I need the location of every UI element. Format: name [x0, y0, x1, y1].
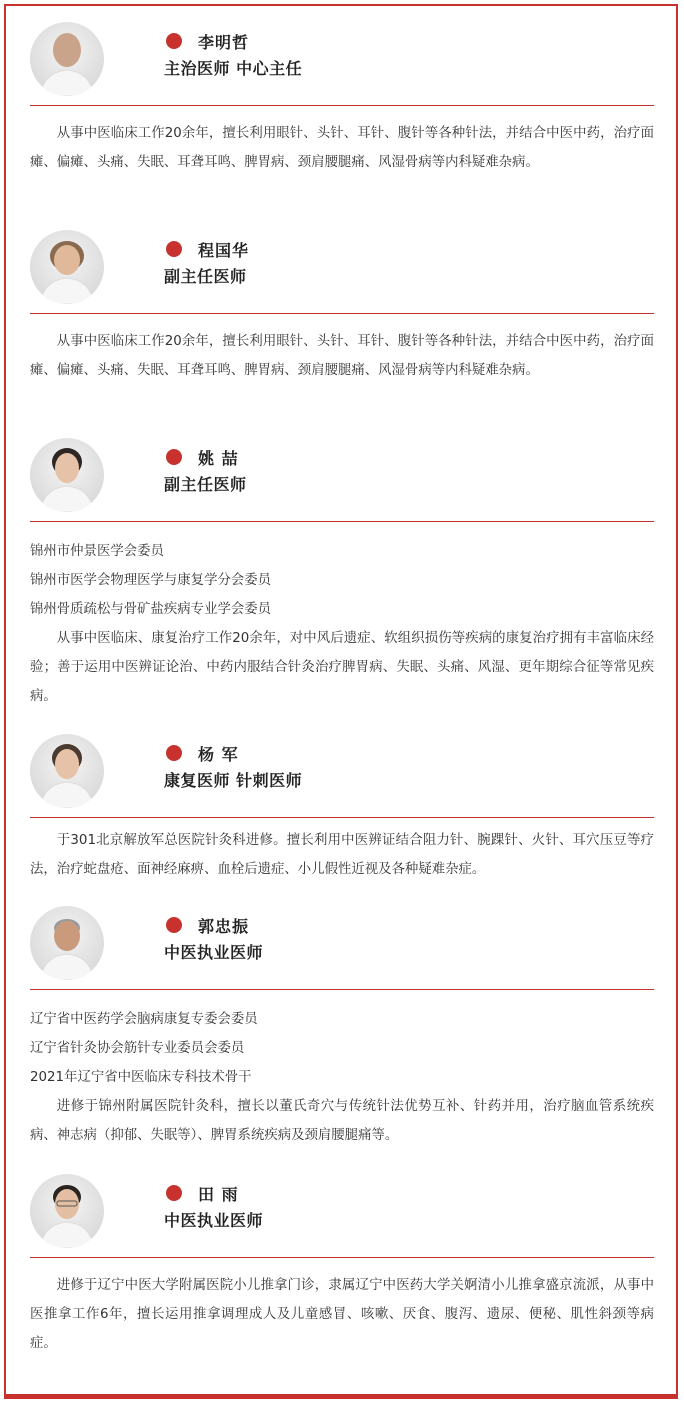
doctor-photo: [30, 230, 104, 304]
divider: [30, 105, 654, 106]
doctor-title: 中医执业医师: [164, 1211, 264, 1230]
doctor-title: 主治医师 中心主任: [164, 59, 303, 78]
bullet-dot-icon: [166, 1185, 182, 1201]
doctor-bio-block: [30, 327, 654, 385]
divider: [30, 817, 654, 818]
doctor-bio-block: [30, 826, 654, 884]
divider: [30, 1257, 654, 1258]
doctor-name: 田 雨: [198, 1184, 239, 1204]
divider: [30, 989, 654, 990]
doctor-photo: [30, 438, 104, 512]
doctor-photo: [30, 1174, 104, 1248]
doctor-card: [30, 734, 654, 884]
doctor-title: 中医执业医师: [164, 943, 264, 962]
membership-line: 辽宁省针灸协会筋针专业委员会委员: [30, 1041, 245, 1056]
doctor-name: 姚 喆: [198, 448, 239, 468]
doctor-name: 李明哲: [198, 32, 250, 52]
doctor-photo: [30, 734, 104, 808]
doctor-bio: 于301北京解放军总医院针灸科进修。擅长利用中医辨证结合阻力针、腕踝针、火针、耳穴压豆等疗法，治疗蛇盘疮、面神经麻痹、血栓后遗症、小儿假性近视及各种疑难杂症。: [30, 833, 654, 877]
doctor-card: [30, 438, 654, 718]
membership-line: 辽宁省中医药学会脑病康复专委会委员: [30, 1012, 258, 1027]
doctor-title: 副主任医师: [164, 475, 247, 494]
doctor-bio-block: [30, 119, 654, 177]
doctor-title: 康复医师 针刺医师: [164, 771, 303, 790]
bullet-dot-icon: [166, 917, 182, 933]
doctor-bio: 进修于锦州附属医院针灸科，擅长以董氏奇穴与传统针法优势互补、针药并用，治疗脑血管系统疾病、神志病（抑郁、失眠等）、脾胃系统疾病及颈肩腰腿痛等。: [30, 1099, 654, 1143]
doctor-bio: 进修于辽宁中医大学附属医院小儿推拿门诊，隶属辽宁中医药大学关婀清小儿推拿盛京流派，从事中医推拿工作6年，擅长运用推拿调理成人及儿童感冒、咳嗽、厌食、腹泻、遗尿、便秘、肌性斜颈等病症。: [30, 1278, 654, 1351]
doctor-photo: [30, 22, 104, 96]
bullet-dot-icon: [166, 241, 182, 257]
doctor-bio: 从事中医临床工作20余年，擅长利用眼针、头针、耳针、腹针等各种针法，并结合中医中药，治疗面瘫、偏瘫、头痛、失眠、耳聋耳鸣、脾胃病、颈肩腰腿痛、风湿骨病等内科疑难杂病。: [30, 334, 654, 378]
membership-line: 锦州骨质疏松与骨矿盐疾病专业学会委员: [30, 602, 272, 617]
doctor-name: 程国华: [198, 240, 250, 260]
bullet-dot-icon: [166, 33, 182, 49]
doctor-card: [30, 1174, 654, 1374]
membership-line: 锦州市仲景医学会委员: [30, 544, 164, 559]
membership-line: 2021年辽宁省中医临床专科技术骨干: [30, 1070, 252, 1085]
doctor-card: [30, 906, 654, 1156]
doctor-bio-block: [30, 1271, 654, 1358]
doctor-card: [30, 230, 654, 410]
doctor-bio-block: [30, 537, 654, 711]
divider: [30, 521, 654, 522]
divider: [30, 313, 654, 314]
doctor-bio: 从事中医临床、康复治疗工作20余年，对中风后遗症、软组织损伤等疾病的康复治疗拥有丰富临床经验；善于运用中医辨证论治、中药内服结合针灸治疗脾胃病、失眠、头痛、风湿、更年期综合征等常见疾病。: [30, 631, 654, 704]
doctor-bio-block: [30, 1005, 654, 1150]
doctor-photo: [30, 906, 104, 980]
doctor-card: [30, 22, 654, 202]
doctor-title: 副主任医师: [164, 267, 247, 286]
bullet-dot-icon: [166, 745, 182, 761]
bullet-dot-icon: [166, 449, 182, 465]
doctor-bio: 从事中医临床工作20余年，擅长利用眼针、头针、耳针、腹针等各种针法，并结合中医中药，治疗面瘫、偏瘫、头痛、失眠、耳聋耳鸣、脾胃病、颈肩腰腿痛、风湿骨病等内科疑难杂病。: [30, 126, 654, 170]
doctor-name: 杨 军: [198, 744, 239, 764]
membership-line: 锦州市医学会物理医学与康复学分会委员: [30, 573, 272, 588]
doctor-name: 郭忠振: [198, 916, 250, 936]
